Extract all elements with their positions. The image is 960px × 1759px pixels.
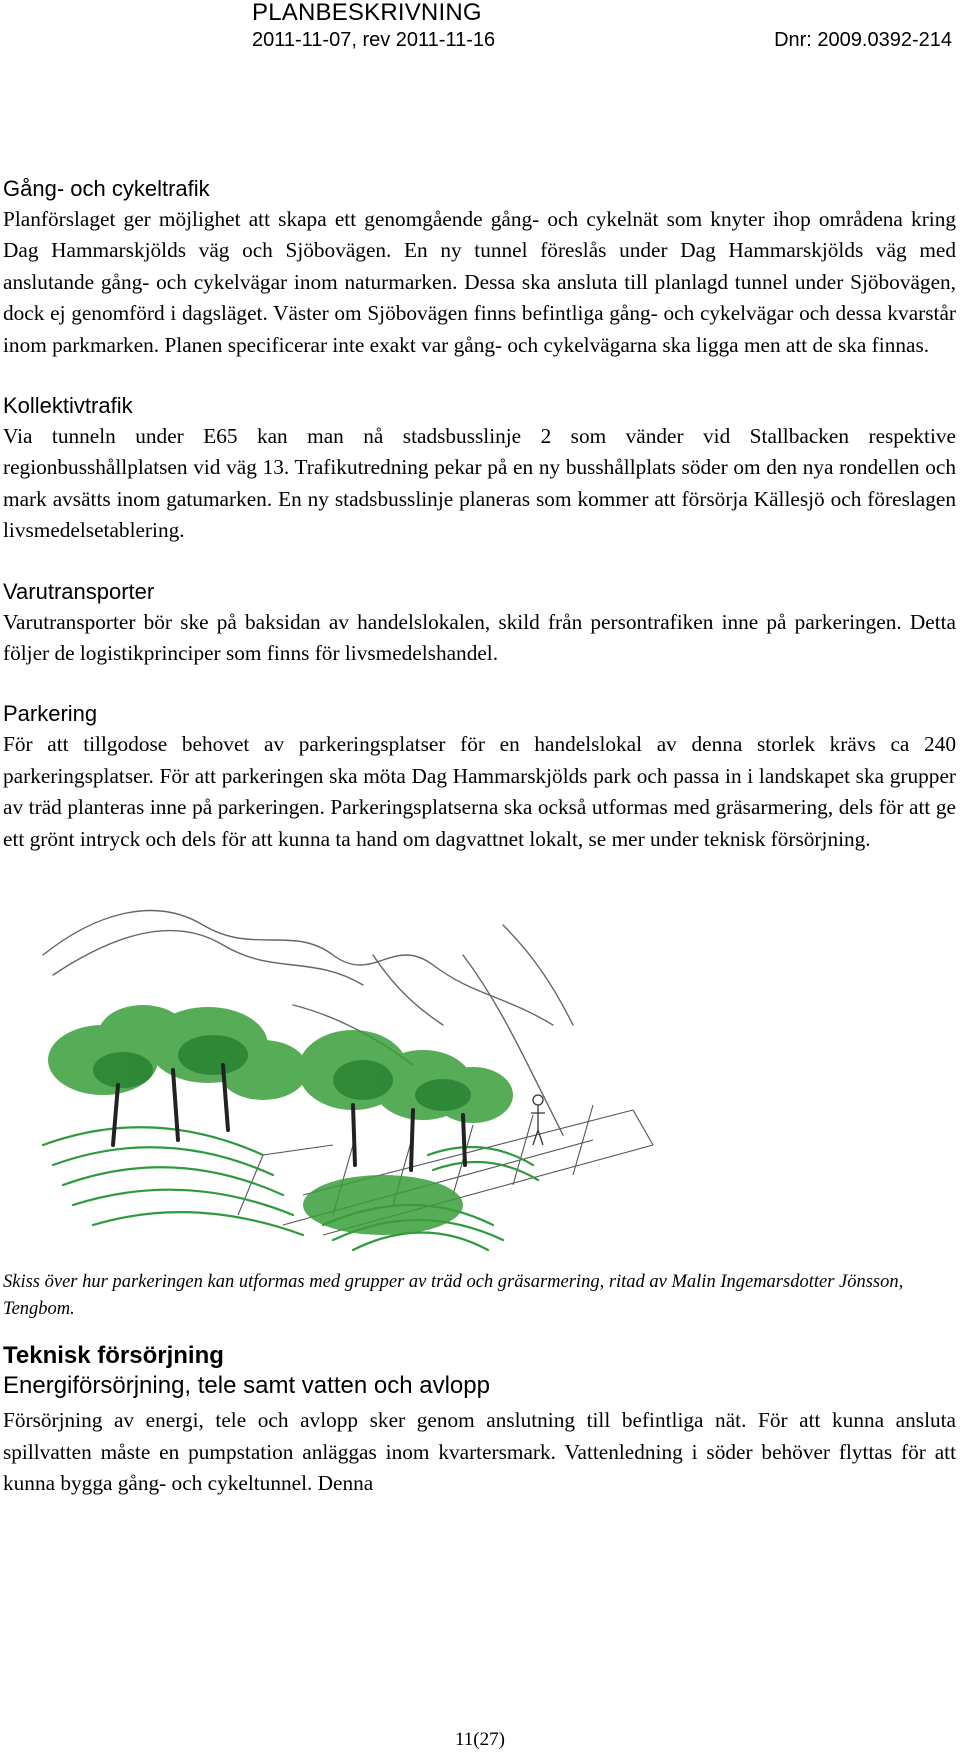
document-title: PLANBESKRIVNING xyxy=(252,0,482,26)
page-number: 11(27) xyxy=(455,1729,505,1750)
heading-energiforsorjning: Energiförsörjning, tele samt vatten och avlopp xyxy=(3,1372,490,1400)
paragraph-energiforsorjning: Försörjning av energi, tele och avlopp sker genom anslutning till befintliga nät. För att kunna ansluta spillvatten måste en pumpstation anläggas inom kvartersmark. Vattenledning i söder behöver flyttas för att kunna bygga gång- och cykeltunnel. Denna xyxy=(3,1408,956,1495)
paragraph-varutransporter: Varutransporter bör ske på baksidan av handelslokalen, skild från persontrafiken inne på parkeringen. Detta följer de logistikprinciper som finns för livsmedelshandel. xyxy=(3,609,956,666)
heading-varutransporter: Varutransporter xyxy=(3,578,155,604)
page-content xyxy=(3,174,956,1499)
heading-teknisk-forsorjning: Teknisk försörjning xyxy=(3,1342,224,1370)
figure-caption: Skiss över hur parkeringen kan utformas med grupper av träd och gräsarmering, ritad av Malin Ingemarsdotter Jönsson, Tengbom. xyxy=(3,1272,904,1320)
heading-kollektivtrafik: Kollektivtrafik xyxy=(3,393,133,419)
paragraph-parkering: För att tillgodose behovet av parkeringsplatser för en handelslokal av denna storlek krävs ca 240 parkeringsplatser. För att parkeringen ska möta Dag Hammarskjölds park och passa in i landskapet ska grupper av träd planteras inne på parkeringen. Parkeringsplatserna ska också utformas med gräsarmering, dels för att ge ett grönt intryck och dels för att kunna ta hand om dagvattnet lokalt, se mer under teknisk försörjning. xyxy=(3,732,956,851)
heading-parkering: Parkering xyxy=(3,701,98,727)
paragraph-gang-cykel: Planförslaget ger möjlighet att skapa ett genomgående gång- och cykelnät som knyter ihop områdena kring Dag Hammarskjölds väg och Sjöbovägen. En ny tunnel föreslås under Dag Hammarskjölds väg med anslutande gång- och cykelvägar inom naturmarken. Dessa ska ansluta till planlagd tunnel under Sjöbovägen, dock ej genomförd i dagsläget. Väster om Sjöbovägen finns befintliga gång- och cykelvägar och dessa kvarstår inom parkmarken. Planen specificerar inte exakt var gång- och cykelvägarna ska ligga men att de ska finnas. xyxy=(3,207,956,357)
document-dnr: Dnr: 2009.0392-214 xyxy=(774,29,952,51)
parking-sketch-image xyxy=(33,895,683,1255)
heading-gang-cykel: Gång- och cykeltrafik xyxy=(3,176,210,201)
page-header xyxy=(0,0,960,56)
paragraph-kollektivtrafik: Via tunneln under E65 kan man nå stadsbusslinje 2 som vänder vid Stallbacken respektive regionbusshållplatsen vid väg 13. Trafikutredning pekar på en ny busshållplats söder om den nya rondellen och mark avsätts inom gatumarken. En ny stadsbusslinje planeras som kommer att försörja Källesjö och föreslagen livsmedelsetablering. xyxy=(3,424,956,543)
document-date: 2011-11-07, rev 2011-11-16 xyxy=(252,29,496,51)
